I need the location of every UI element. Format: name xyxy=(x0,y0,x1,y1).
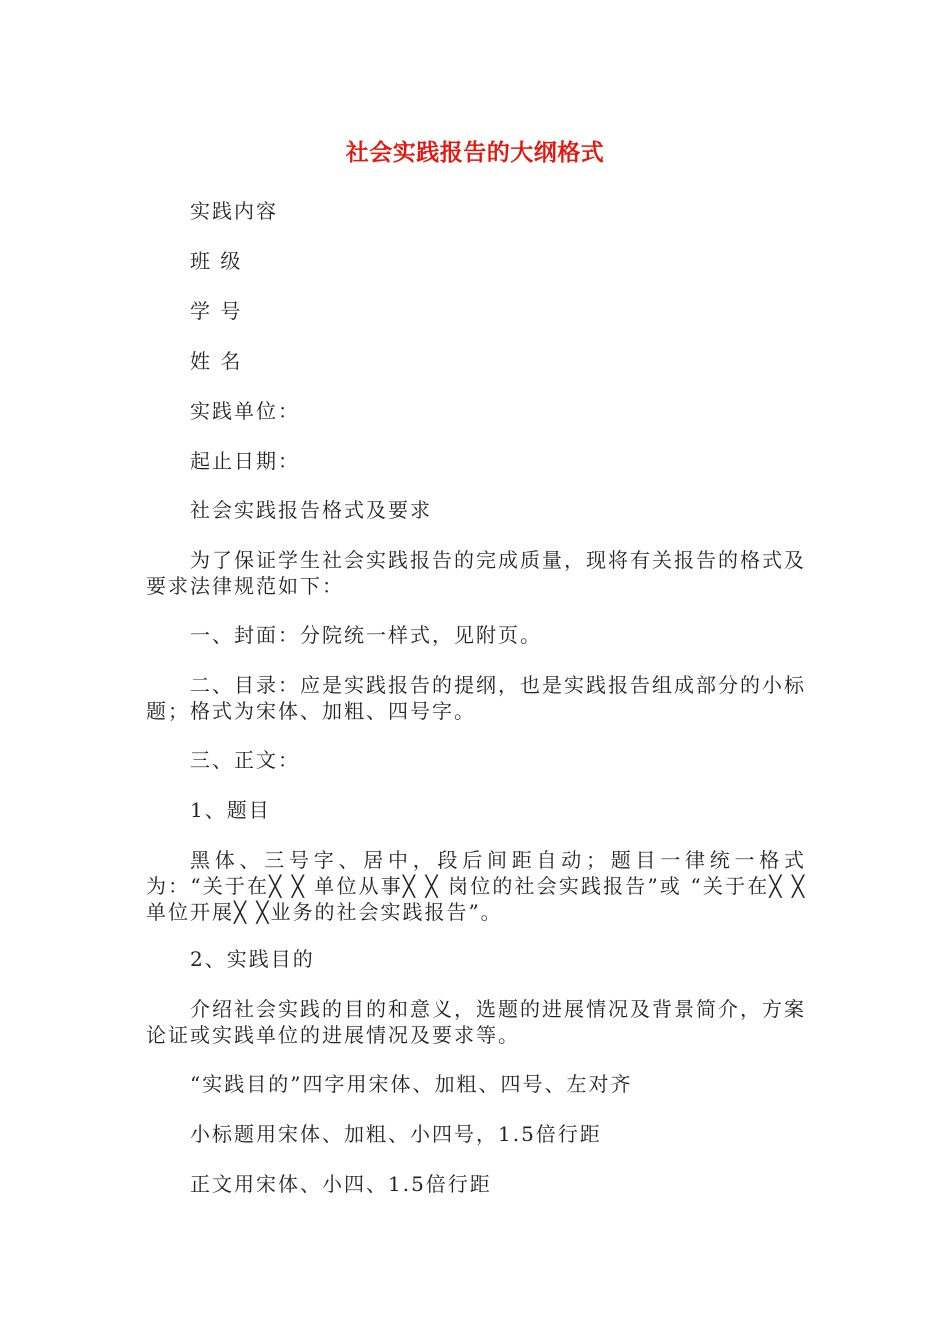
paragraph-text-format: 正文用宋体、小四、1.5倍行距 xyxy=(190,1172,492,1196)
paragraph-practice-content: 实践内容 xyxy=(190,199,278,223)
paragraph-purpose-heading: 2、实践目的 xyxy=(190,947,315,971)
paragraph-subtitle-format: 小标题用宋体、加粗、小四号，1.5倍行距 xyxy=(190,1122,602,1146)
paragraph-student-id: 学 号 xyxy=(190,299,243,323)
paragraph-format-heading: 社会实践报告格式及要求 xyxy=(190,498,432,522)
paragraph-class: 班 级 xyxy=(190,249,243,273)
paragraph-topic-heading: 1、题目 xyxy=(190,798,271,822)
paragraph-purpose-desc: 介绍社会实践的目的和意义，选题的进展情况及背景简介，方案论证或实践单位的进展情况及要求等。 xyxy=(146,997,806,1047)
paragraph-name: 姓 名 xyxy=(190,349,243,373)
paragraph-practice-unit: 实践单位： xyxy=(190,399,300,423)
paragraph-purpose-format: “实践目的”四字用宋体、加粗、四号、左对齐 xyxy=(190,1072,633,1096)
paragraph-topic-format: 黑体、三号字、居中，段后间距自动；题目一律统一格式为：“关于在╳ ╳ 单位从事╳ ╳ 岗位的社会实践报告”或 “关于在╳ ╳ 单位开展╳ ╳业务的社会实践报告”。 xyxy=(146,848,806,924)
document-title: 社会实践报告的大纲格式 xyxy=(345,140,605,166)
paragraph-dates: 起止日期： xyxy=(190,449,300,473)
paragraph-intro: 为了保证学生社会实践报告的完成质量，现将有关报告的格式及要求法律规范如下： xyxy=(146,548,806,598)
paragraph-body-heading: 三、正文： xyxy=(190,748,300,772)
paragraph-cover: 一、封面：分院统一样式，见附页。 xyxy=(190,623,542,647)
paragraph-contents: 二、目录：应是实践报告的提纲，也是实践报告组成部分的小标题；格式为宋体、加粗、四号字。 xyxy=(146,673,806,723)
